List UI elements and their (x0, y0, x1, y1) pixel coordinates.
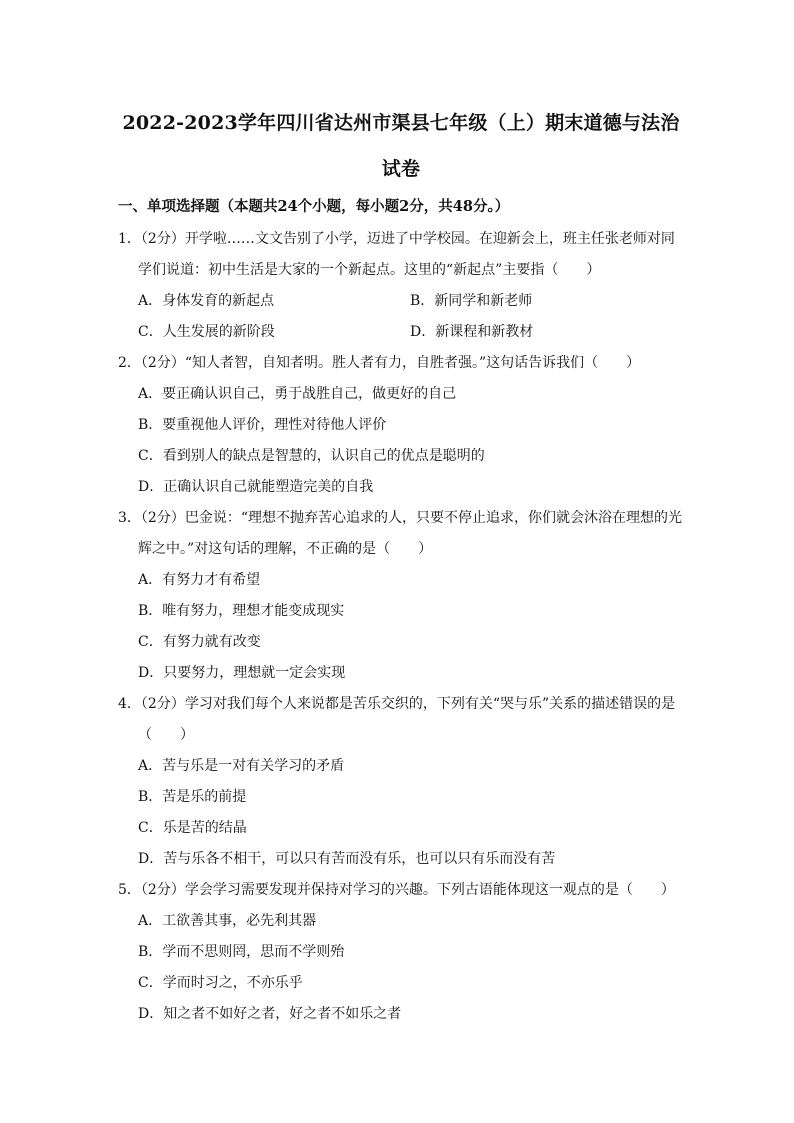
option-c[interactable]: C．学而时习之，不亦乐乎 (138, 975, 303, 991)
option-b[interactable]: B．新同学和新老师 (410, 293, 533, 309)
question-1 (118, 224, 684, 348)
option-b[interactable]: B．学而不思则罔，思而不学则殆 (138, 944, 345, 960)
options-list (118, 379, 684, 503)
option-a[interactable]: A．有努力才有希望 (138, 572, 261, 588)
option-c[interactable]: C．有努力就有改变 (138, 634, 261, 650)
question-text: （2分）巴金说：“理想不抛弃苦心追求的人，只要不停止追求，你们就会沐浴在理想的光辉之中。”对这句话的理解，不正确的是（ ） (138, 510, 682, 557)
options-list (118, 565, 684, 689)
question-3 (118, 503, 684, 689)
question-text: （2分）学习对我们每个人来说都是苦乐交织的，下列有关“哭与乐”关系的描述错误的是（ ） (138, 696, 676, 743)
question-number: 1． (118, 231, 141, 247)
question-2 (118, 348, 684, 503)
option-c[interactable]: C．看到别人的缺点是智慧的，认识自己的优点是聪明的 (138, 448, 485, 464)
option-a[interactable]: A．苦与乐是一对有关学习的矛盾 (138, 758, 345, 774)
option-c[interactable]: C．人生发展的新阶段 (138, 324, 275, 340)
exam-title-line-2: 试卷 (381, 158, 421, 180)
question-stem (118, 689, 684, 751)
option-d[interactable]: D．正确认识自己就能塑造完美的自我 (138, 479, 374, 495)
option-d[interactable]: D．苦与乐各不相干，可以只有苦而没有乐，也可以只有乐而没有苦 (138, 851, 556, 867)
question-number: 4． (118, 696, 141, 712)
options-grid (118, 286, 684, 348)
option-a[interactable]: A．工欲善其事，必先利其器 (138, 913, 317, 929)
options-list (118, 751, 684, 875)
option-d[interactable]: D．新课程和新教材 (410, 324, 534, 340)
option-b[interactable]: B．唯有努力，理想才能变成现实 (138, 603, 345, 619)
question-stem (118, 224, 684, 286)
option-a[interactable]: A．身体发育的新起点 (138, 293, 275, 309)
question-4 (118, 689, 684, 875)
question-text: （2分）学会学习需要发现并保持对学习的兴趣。下列古语能体现这一观点的是（ ） (140, 882, 675, 898)
question-number: 5． (118, 882, 141, 898)
section-heading: 一、单项选择题（本题共24个小题，每小题2分，共48分。） (118, 198, 510, 215)
question-number: 3． (118, 510, 141, 526)
question-5 (118, 875, 684, 1030)
question-stem (118, 503, 684, 565)
exam-title (118, 100, 684, 192)
question-stem (118, 348, 684, 379)
options-list (118, 906, 684, 1030)
question-stem (118, 875, 684, 906)
option-d[interactable]: D．只要努力，理想就一定会实现 (138, 665, 346, 681)
question-number: 2． (118, 355, 141, 371)
exam-title-line-1: 2022-2023学年四川省达州市渠县七年级（上）期末道德与法治 (122, 112, 680, 134)
option-b[interactable]: B．要重视他人评价，理性对待他人评价 (138, 417, 387, 433)
question-text: （2分）开学啦……文文告别了小学，迈进了中学校园。在迎新会上，班主任张老师对同学们说道：初中生活是大家的一个新起点。这里的“新起点”主要指（ ） (138, 231, 675, 278)
option-d[interactable]: D．知之者不如好之者，好之者不如乐之者 (138, 1006, 402, 1022)
option-a[interactable]: A．要正确认识自己，勇于战胜自己，做更好的自己 (138, 386, 457, 402)
option-c[interactable]: C．乐是苦的结晶 (138, 820, 247, 836)
question-text: （2分）“知人者智，自知者明。胜人者有力，自胜者强。”这句话告诉我们（ ） (140, 355, 641, 371)
option-b[interactable]: B．苦是乐的前提 (138, 789, 247, 805)
